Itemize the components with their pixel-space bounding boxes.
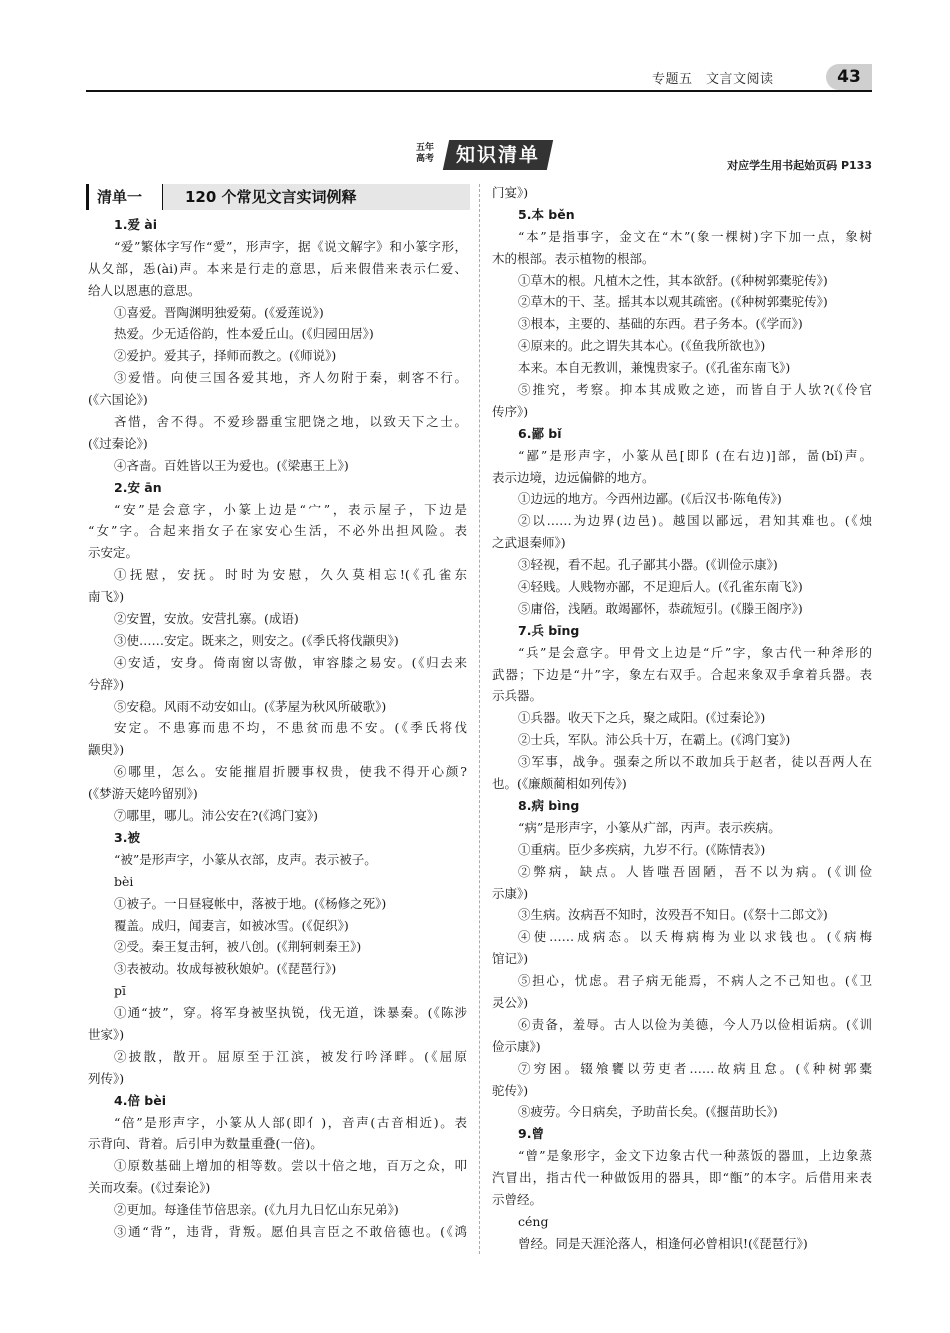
right-text-line: “曾”是象形字，金文下边象古代一种蒸饭的器皿，上边象蒸 bbox=[518, 1148, 872, 1164]
right-text-line: 木的根部。表示植物的根部。 bbox=[492, 250, 655, 266]
right-text-line: ③军事，战争。强秦之所以不敢加兵于赵者，徒以吾两人在 bbox=[518, 754, 872, 770]
left-text-line: ①抚慰，安抚。时时为安慰，久久莫相忘!(《孔雀东 bbox=[114, 567, 467, 583]
right-text-line: ④原来的。此之谓失其本心。(《鱼我所欲也》) bbox=[518, 338, 766, 354]
right-text-line: 9.曾 bbox=[518, 1126, 544, 1142]
right-text-line: ③根本，主要的、基础的东西。君子务本。(《学而》) bbox=[518, 316, 803, 332]
left-text-line: (《过秦论》) bbox=[88, 435, 148, 451]
right-text-line: 灵公》) bbox=[492, 994, 529, 1010]
right-text-line: 示曾经。 bbox=[492, 1191, 543, 1207]
left-text-line: ①原数基础上增加的相等数。尝以十倍之地，百万之众，叩 bbox=[114, 1158, 467, 1174]
left-text-line: ①通“披”，穿。将军身被坚执锐，伐无道，诛暴秦。(《陈涉 bbox=[114, 1005, 467, 1021]
right-text-line: 7.兵 bīng bbox=[518, 622, 580, 638]
right-text-line: 传序》) bbox=[492, 403, 529, 419]
left-text-line: “女”字。合起来指女子在家安心生活，不必外出担风险。表 bbox=[88, 523, 467, 539]
left-text-line: ②受。秦王复击轲，被八创。(《荆轲刺秦王》) bbox=[114, 939, 362, 955]
right-text-line: ①重病。臣少多疾病，九岁不行。(《陈情表》) bbox=[518, 841, 766, 857]
right-text-line: “兵”是会意字。甲骨文上边是“斤”字，象古代一种斧形的 bbox=[518, 644, 872, 660]
right-text-line: ②以……为边界(边邑)。越国以鄙远，君知其难也。(《烛 bbox=[518, 513, 872, 529]
section-banner bbox=[408, 140, 554, 172]
right-text-line: ①兵器。收天下之兵，聚之咸阳。(《过秦论》) bbox=[518, 710, 766, 726]
left-text-line: “被”是形声字，小篆从衣部，皮声。表示被子。 bbox=[114, 851, 377, 867]
left-text-line: “安”是会意字，小篆上边是“宀”，表示屋子，下边是 bbox=[114, 501, 467, 517]
right-text-line: 馆记》) bbox=[492, 951, 529, 967]
right-text-line: ③轻视，看不起。孔子鄙其小器。(《训俭示康》) bbox=[518, 557, 778, 573]
banner-label-line2: 高考 bbox=[415, 154, 434, 164]
left-text-line: 颛臾》) bbox=[88, 742, 125, 758]
right-text-line: ④轻贱。人贱物亦鄙，不足迎后人。(《孔雀东南飞》) bbox=[518, 579, 803, 595]
right-text-line: 曾经。同是天涯沦落人，相逢何必曾相识!(《琵琶行》) bbox=[518, 1235, 808, 1251]
list-title: 120 个常见文言实词例释 bbox=[185, 188, 357, 206]
left-text-line: (《六国论》) bbox=[88, 392, 148, 408]
right-text-line: “鄙”是形声字，小篆从邑[即阝(在右边)]部，啚(bǐ)声。 bbox=[518, 447, 872, 463]
left-text-line: 列传》) bbox=[88, 1070, 125, 1086]
left-text-line: “爱”繁体字写作“愛”，形声字，据《说文解字》和小篆字形， bbox=[114, 238, 467, 254]
right-text-line: “病”是形声字，小篆从疒部，丙声。表示疾病。 bbox=[518, 819, 781, 835]
right-text-line: ①边远的地方。今西州边鄙。(《后汉书·陈龟传》) bbox=[518, 491, 782, 507]
left-text-line: ②安置，安放。安营扎寨。(成语) bbox=[114, 611, 299, 627]
left-text-line: 给人以恩惠的意思。 bbox=[88, 282, 201, 298]
left-text-line: 1.爱 ài bbox=[114, 217, 158, 232]
right-text-line: 门宴》) bbox=[492, 185, 529, 200]
left-text-line: ⑥哪里，怎么。安能摧眉折腰事权贵，使我不得开心颜? bbox=[114, 764, 467, 780]
right-text-line: ③生病。汝病吾不知时，汝殁吾不知日。(《祭十二郎文》) bbox=[518, 907, 828, 923]
right-text-line: ④使……成病态。以夭梅病梅为业以求钱也。(《病梅 bbox=[518, 929, 872, 945]
right-text-line: ⑤庸俗，浅陋。敢竭鄙怀，恭疏短引。(《滕王阁序》) bbox=[518, 600, 803, 616]
right-text-line: 汽冒出，指古代一种做饭用的器具，即“甑”的本字。后借用来表 bbox=[492, 1170, 872, 1186]
left-text-line: ⑦哪里，哪儿。沛公安在?(《鸿门宴》) bbox=[114, 808, 318, 824]
right-text-line: ⑧疲劳。今日病矣，予助苗长矣。(《揠苗助长》) bbox=[518, 1104, 778, 1120]
right-text-line: 武器；下边是“廾”字，象左右双手。合起来象双手拿着兵器。表 bbox=[492, 666, 872, 682]
left-text-line: pī bbox=[114, 983, 126, 999]
left-text-line: 示安定。 bbox=[88, 545, 139, 561]
right-text-line: 6.鄙 bǐ bbox=[518, 425, 562, 441]
right-text-line: ①草木的根。凡植木之性，其本欲舒。(《种树郭橐驼传》) bbox=[518, 272, 828, 288]
right-text-line: 驼传》) bbox=[492, 1082, 529, 1098]
header-rule bbox=[86, 90, 872, 92]
right-text-line: ⑤推究，考察。抑本其成败之迹，而皆自于人欤?(《伶官 bbox=[518, 382, 872, 398]
right-text-line: ②弊病，缺点。人皆嗤吾固陋，吾不以为病。(《训俭 bbox=[518, 863, 872, 879]
left-text-line: bèi bbox=[114, 873, 134, 889]
right-column bbox=[492, 182, 872, 1255]
left-text-line: ②更加。每逢佳节倍思亲。(《九月九日忆山东兄弟》) bbox=[114, 1202, 399, 1218]
right-text-line: 本来。本自无教训，兼愧贵家子。(《孔雀东南飞》) bbox=[518, 360, 791, 376]
right-text-line: 之武退秦师》) bbox=[492, 535, 566, 551]
list-tag: 清单一 bbox=[89, 184, 163, 210]
left-text-line: ①喜爱。晋陶渊明独爱菊。(《爱莲说》) bbox=[114, 304, 324, 320]
right-text-line: 示兵器。 bbox=[492, 688, 543, 704]
left-text-line: (《梦游天姥吟留别》) bbox=[88, 786, 198, 802]
left-text-line: ④安适，安身。倚南窗以寄傲，审容膝之易安。(《归去来 bbox=[114, 654, 467, 670]
right-text-line: 俭示康》) bbox=[492, 1038, 541, 1054]
left-text-line: ①被子。一日昼寝帐中，落被于地。(《杨修之死》) bbox=[114, 895, 387, 911]
list-header bbox=[86, 184, 470, 210]
right-text-line: ⑥责备，羞辱。古人以俭为美德，今人乃以俭相诟病。(《训 bbox=[518, 1016, 872, 1032]
page-number: 43 bbox=[826, 64, 872, 90]
right-text-line: 8.病 bìng bbox=[518, 797, 580, 813]
left-text-line: 4.倍 bèi bbox=[114, 1092, 167, 1108]
left-text-line: ②披散，散开。屈原至于江滨，被发行吟泽畔。(《屈原 bbox=[114, 1048, 467, 1064]
banner-title-text: 知识清单 bbox=[455, 144, 540, 166]
banner-label bbox=[410, 143, 440, 165]
left-text-line: ③使……安定。既来之，则安之。(《季氏将伐颛臾》) bbox=[114, 632, 399, 648]
left-text-line: ⑤安稳。风雨不动安如山。(《茅屋为秋风所破歌》) bbox=[114, 698, 387, 714]
left-text-line: 3.被 bbox=[114, 829, 140, 845]
left-text-line: ②爱护。爱其子，择师而教之。(《师说》) bbox=[114, 348, 337, 364]
left-text-line: 南飞》) bbox=[88, 589, 125, 605]
left-text-line: 2.安 ān bbox=[114, 479, 162, 495]
column-divider bbox=[479, 184, 480, 1254]
left-text-line: ③表被动。妆成每被秋娘妒。(《琵琶行》) bbox=[114, 961, 337, 977]
page-reference: 对应学生用书起始页码 P133 bbox=[727, 159, 872, 172]
right-text-line: ②草木的干、茎。摇其本以观其疏密。(《种树郭橐驼传》) bbox=[518, 294, 828, 310]
right-text-line: 示康》) bbox=[492, 885, 529, 901]
left-text-line: 兮辞》) bbox=[88, 676, 125, 692]
left-text-line: 安定。不患寡而患不均，不患贫而患不安。(《季氏将伐 bbox=[114, 720, 467, 736]
right-text-line: ②士兵，军队。沛公兵十万，在霸上。(《鸿门宴》) bbox=[518, 732, 791, 748]
left-text-line: 覆盖。成归，闻妻言，如被冰雪。(《促织》) bbox=[114, 917, 349, 933]
left-text-line: 示背向、背着。后引申为数量重叠(一倍)。 bbox=[88, 1136, 323, 1152]
left-text-line: 关而攻秦。(《过秦论》) bbox=[88, 1180, 211, 1196]
right-text-line: ⑤担心，忧虑。君子病无能焉，不病人之不己知也。(《卫 bbox=[518, 973, 872, 989]
right-text-line: 5.本 běn bbox=[518, 206, 575, 222]
chapter-title: 专题五 文言文阅读 bbox=[652, 72, 774, 87]
left-text-line: 热爱。少无适俗韵，性本爱丘山。(《归园田居》) bbox=[114, 326, 374, 342]
right-text-line: céng bbox=[518, 1213, 549, 1229]
right-text-line: 也。(《廉颇蔺相如列传》) bbox=[492, 776, 627, 792]
right-text-line: 表示边境，边远偏僻的地方。 bbox=[492, 469, 655, 485]
left-text-line: ③通“背”，违背，背叛。愿伯具言臣之不敢倍德也。(《鸿 bbox=[114, 1223, 467, 1239]
left-text-line: ④吝啬。百姓皆以王为爱也。(《梁惠王上》) bbox=[114, 457, 349, 473]
left-text-line: ③爱惜。向使三国各爱其地，齐人勿附于秦，刺客不行。 bbox=[114, 370, 467, 386]
right-text-line: “本”是指事字，金文在“木”(象一棵树)字下加一点，象树 bbox=[518, 228, 872, 244]
banner-label-line1: 五年 bbox=[415, 143, 434, 153]
right-text-line: ⑦穷困。辍飧饔以劳吏者……故病且怠。(《种树郭橐 bbox=[518, 1060, 872, 1076]
left-column bbox=[88, 214, 467, 1243]
banner-title bbox=[443, 140, 553, 170]
left-text-line: “倍”是形声字，小篆从人部(即亻)，音声(古音相近)。表 bbox=[114, 1114, 467, 1130]
left-text-line: 吝惜，舍不得。不爱珍器重宝肥饶之地，以致天下之士。 bbox=[114, 414, 467, 430]
left-text-line: 从夂部，㤅(ài)声。本来是行走的意思，后来假借来表示仁爱、 bbox=[88, 260, 467, 276]
left-text-line: 世家》) bbox=[88, 1026, 125, 1042]
